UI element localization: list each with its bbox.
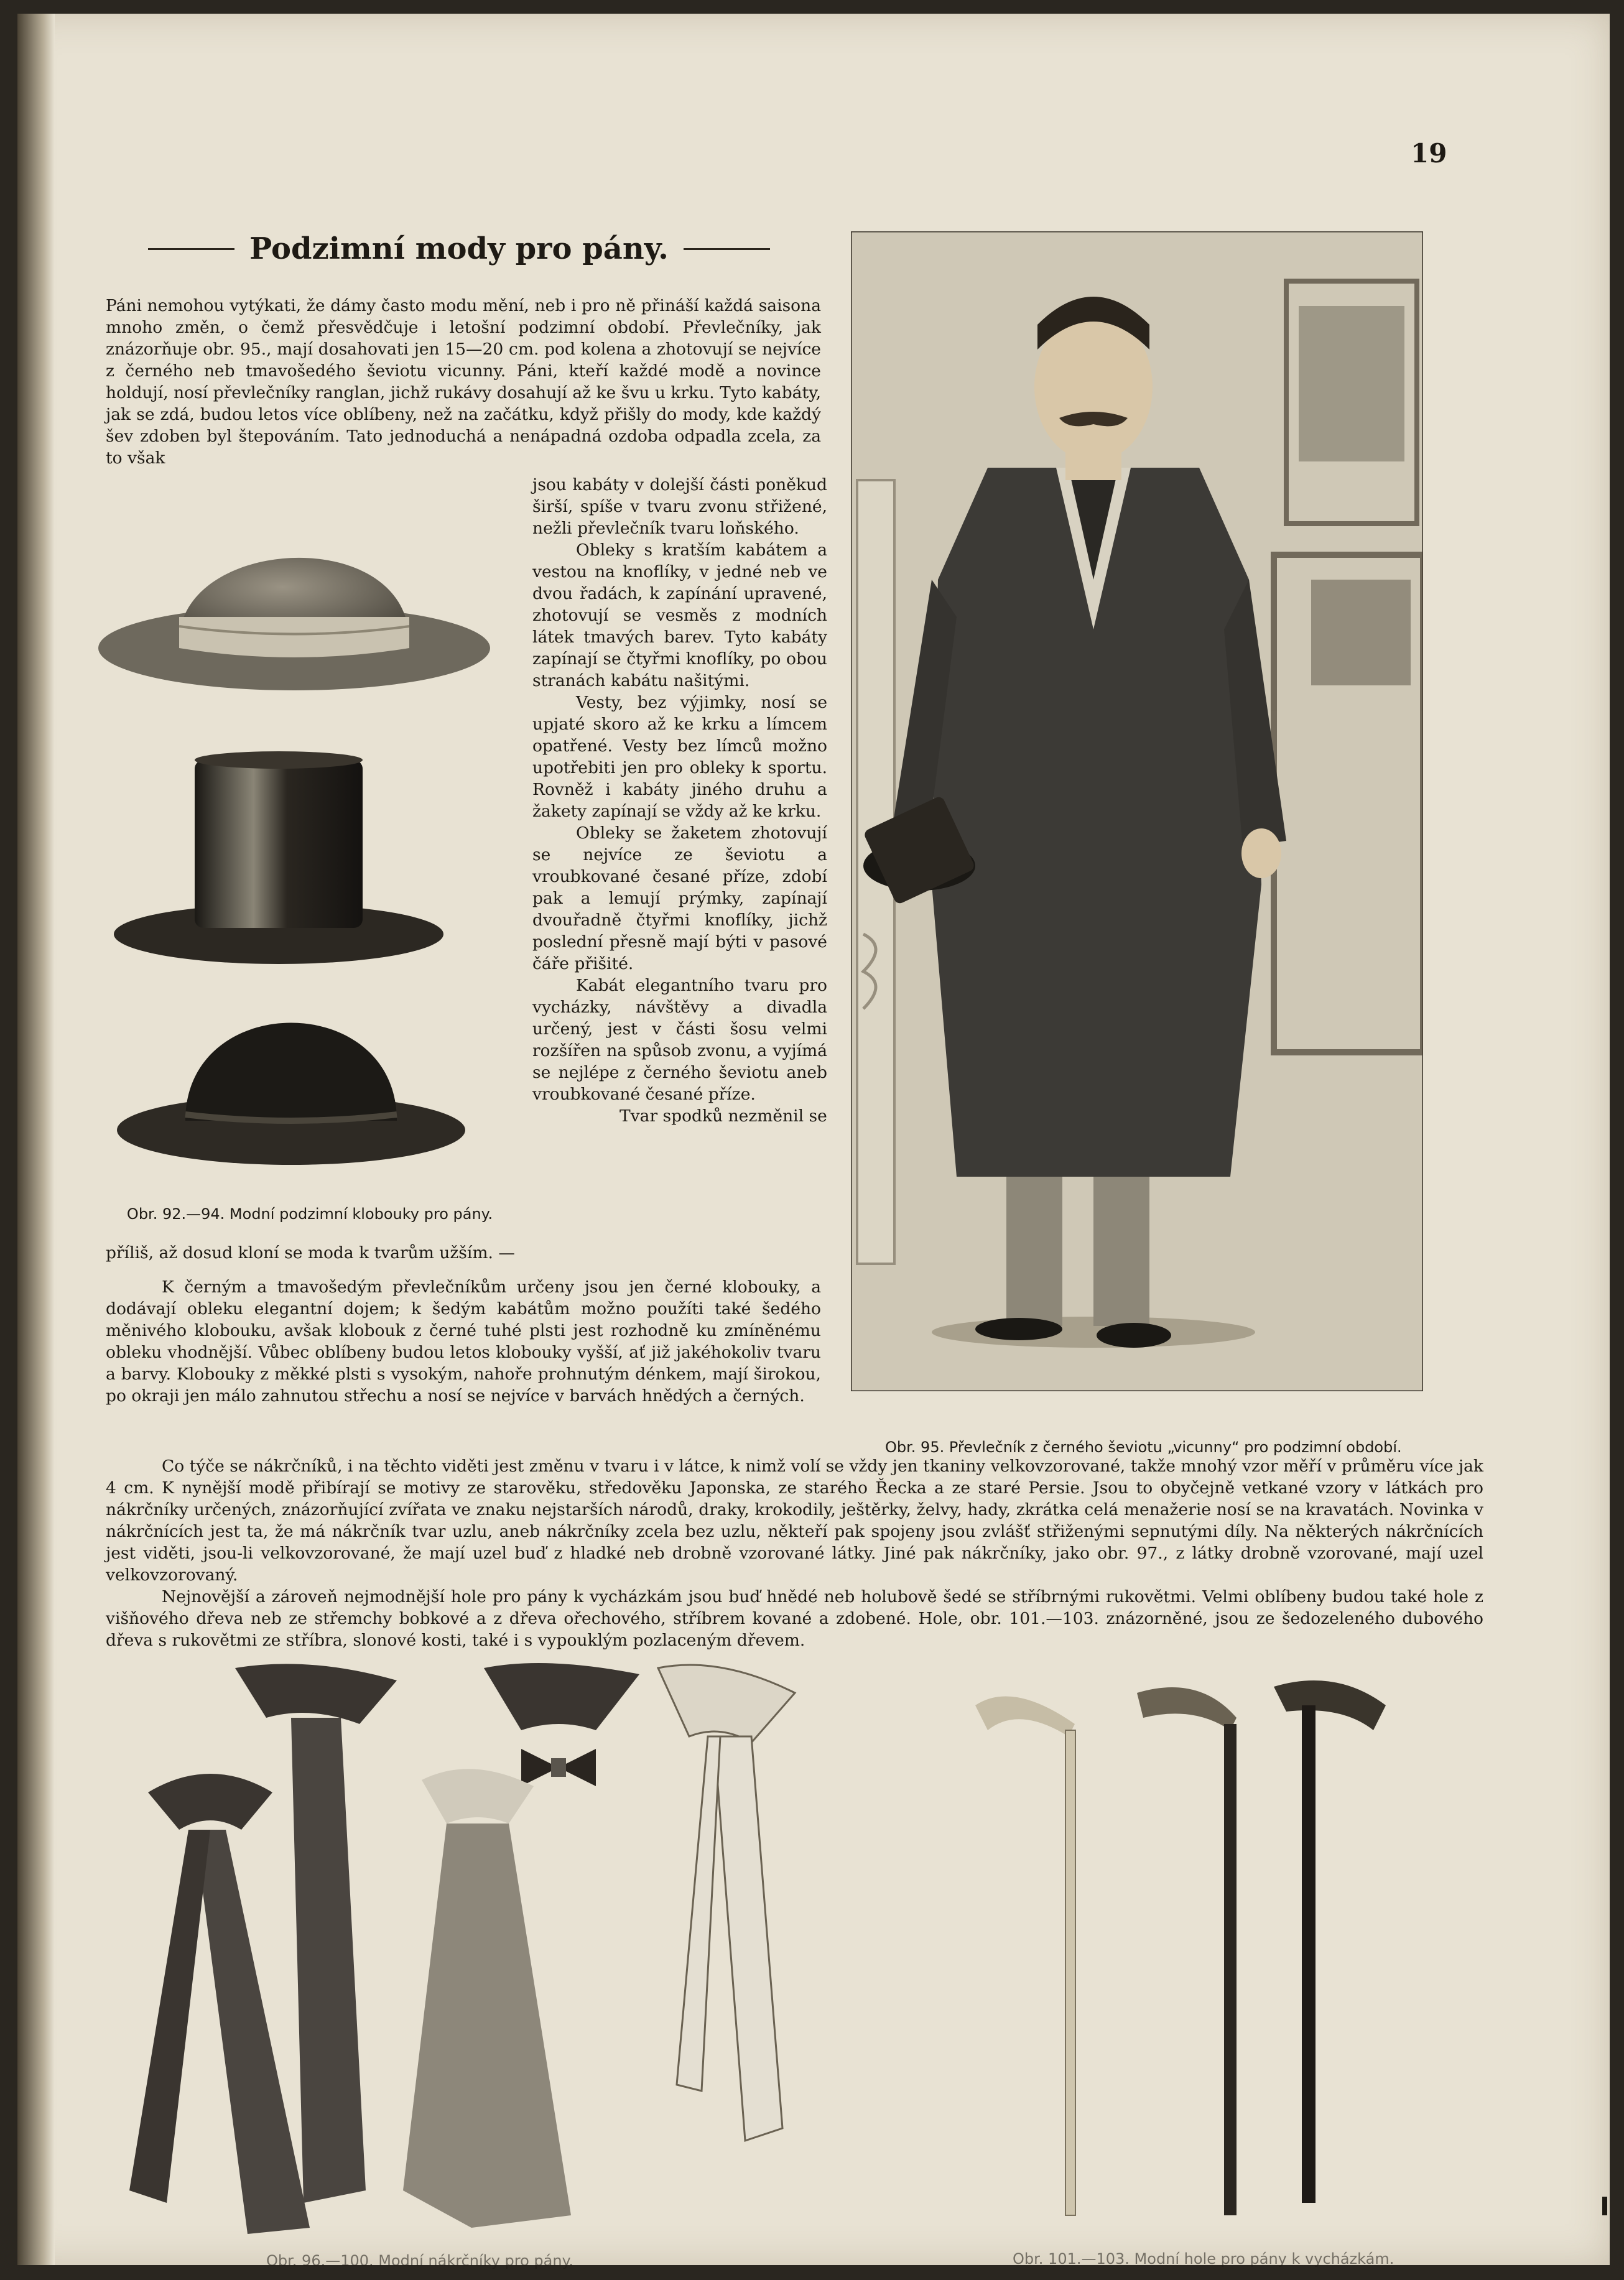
side-column [532, 474, 827, 1127]
walking-cane-icon [975, 1696, 1075, 2215]
side-paragraph: Obleky s kratším kabátem a vestou na knoflíky, v jedné neb ve dvou řadách, k zapínání upravené, zhotovují se vesměs z modních látek tmavých barev. Tyto kabáty zapínají se čtyřmi knoflíky, po obou stranách kabátu našitými. [532, 540, 827, 690]
magazine-page [17, 14, 1610, 2269]
canes-illustration [938, 1680, 1436, 2228]
page-number: 19 [1411, 138, 1447, 169]
walking-cane-icon [1274, 1680, 1386, 2203]
bowler-hat-icon [117, 1023, 465, 1165]
side-paragraph: Obleky se žaketem zhotovují se nejvíce ze ševiotu a vroubkované česané příze, zdobí pak a lemují prýmky, zapínají dvouřadně čtyřmi knoflíky, jichž poslední přesně mají býti v pasové čáře přišité. [532, 823, 827, 973]
bow-tie-icon [484, 1663, 639, 1786]
hats-illustration [86, 499, 509, 1189]
side-paragraph: Vesty, bez výjimky, nosí se upjaté skoro až ke krku a límcem opatřené. Vesty bez límců možno upotřebiti jen pro obleky k sportu. Rovněž i kabáty jiného druhu a žakety zapínají se vždy až ke krku. [532, 693, 827, 821]
full-width-text [106, 1455, 1483, 1651]
page-edge-mark [1602, 2197, 1607, 2215]
fedora-hat-icon [98, 558, 490, 690]
caption-hats: Obr. 92.—94. Modní podzimní klobouky pro pány. [126, 1205, 493, 1223]
caption-overcoat: Obr. 95. Převlečník z černého ševiotu „vicunny“ pro podzimní období. [885, 1439, 1402, 1456]
walking-cane-icon [1137, 1687, 1237, 2215]
title-rule-left [148, 248, 234, 250]
intro-paragraph: Páni nemohou vytýkati, že dámy často modu mění, neb i pro ně přináší každá saisona mnoho změn, o čemž přesvědčuje i letošní podzimní období. Převlečníky, jak znázorňuje obr. 95., mají dosahovati jen 15—20 cm. pod kolena a zhotovují se nejvíce z černého neb tmavošedého ševiotu vicunny. Páni, kteří každé modě a novince holdují, nosí převlečníky ranglan, jichž rukávy dosahují až ke švu u krku. Tyto kabáty, jak se zdá, budou letos více oblíbeny, než na začátku, když přišly do mody, kde každý šev zdoben byl štepováním. Tato jednoduchá a nenápadná ozdoba odpadla zcela, za to však [106, 296, 821, 468]
neckties-paragraph: Co týče se nákrčníků, i na těchto viděti jest změnu v tvaru i v látce, k nimž volí se vždy jen tkaniny velkovzorované, takže mnohý vzor měří v průměru více jak 4 cm. K nynější modě přibírají se motivy ze starověku, středověku Japonska, ze starého Řecka a ze staré Persie. Jsou to obyčejně vetkané vzory v látkách pro nákrčníky určených, znázorňující zvířata ve znaku nejstarších národů, draky, krokodily, ještěrky, želvy, hady, zkrátka celá menažerie nosí se na kravatách. Novinka v nákrčnících jest ta, že má nákrčník tvar uzlu, aneb nákrčníky zcela bez uzlu, někteří pak spojeny jsou zvlášť střiženými sepnutými díly. Na některých nákrčnících jest viděti, jsou-li velkovzorované, že mají uzel buď z hladké neb drobně vzorované látky. Jiné pak nákrčníky, jako obr. 97., z látky drobně vzorované, mají uzel velkovzorovaný. [106, 1457, 1483, 1585]
title-rule-right [684, 248, 770, 250]
hats-paragraph: K černým a tmavošedým převlečníkům určeny jsou jen černé klobouky, a dodávají obleku elegantní dojem; k šedým kabátům možno použíti také šedého měnivého klobouku, avšak klobouk z černé tuhé plsti jest rozhodně ku zmíněnému obleku vhodnější. Vůbec oblíbeny budou letos klobouky vyšší, ať již jakéhokoliv tvaru a barvy. Klobouky z měkké plsti s vysokým, nahoře prohnutým dénkem, mají širokou, po okraji jen málo zahnutou střechu a nosí se nejvíce v barvách hnědých a černých. [106, 1277, 821, 1406]
caption-canes: Obr. 101.—103. Modní hole pro pány k vycházkám. [1013, 2250, 1394, 2268]
top-hat-icon [114, 751, 443, 964]
side-paragraph: Tvar spodků nezměnil se [619, 1106, 827, 1126]
patterned-necktie-icon [403, 1769, 571, 2228]
article-title-row [148, 231, 770, 266]
side-paragraph: Kabát elegantního tvaru pro vycházky, návštěvy a divadla určený, jest v části šosu velmi rozšířen na spůsob zvonu, a vyjímá se nejlépe z černého ševiotu aneb vroubkované česané příze. [532, 976, 827, 1104]
striped-necktie-icon [658, 1665, 795, 2141]
necktie-icon [129, 1774, 310, 2234]
canes-paragraph: Nejnovější a zároveň nejmodnější hole pro pány k vycházkám jsou buď hnědé neb holubově šedé se stříbrnými rukovětmi. Velmi oblíbeny budou také hole z višňového dřeva neb ze střemchy bobkové a z dřeva ořechového, stříbrem kované a zdobené. Hole, obr. 101.—103. znázorněné, jsou ze šedozeleného dubového dřeva s rukovětmi ze stříbra, slonové kosti, také i s vypouklým pozlaceným dřevem. [106, 1587, 1483, 1650]
continuation-line: příliš, až dosud kloní se moda k tvarům užším. — [106, 1243, 515, 1263]
overcoat-illustration [851, 231, 1423, 1391]
neckties-illustration [123, 1656, 870, 2240]
article-title: Podzimní mody pro pány. [249, 231, 669, 266]
caption-neckties: Obr. 96.—100. Modní nákrčníky pro pány. [266, 2252, 573, 2269]
book-spine-shadow [17, 14, 55, 2265]
side-paragraph: jsou kabáty v dolejší části poněkud širší, spíše v tvaru zvonu střižené, nežli převlečník tvaru loňského. [532, 475, 827, 538]
